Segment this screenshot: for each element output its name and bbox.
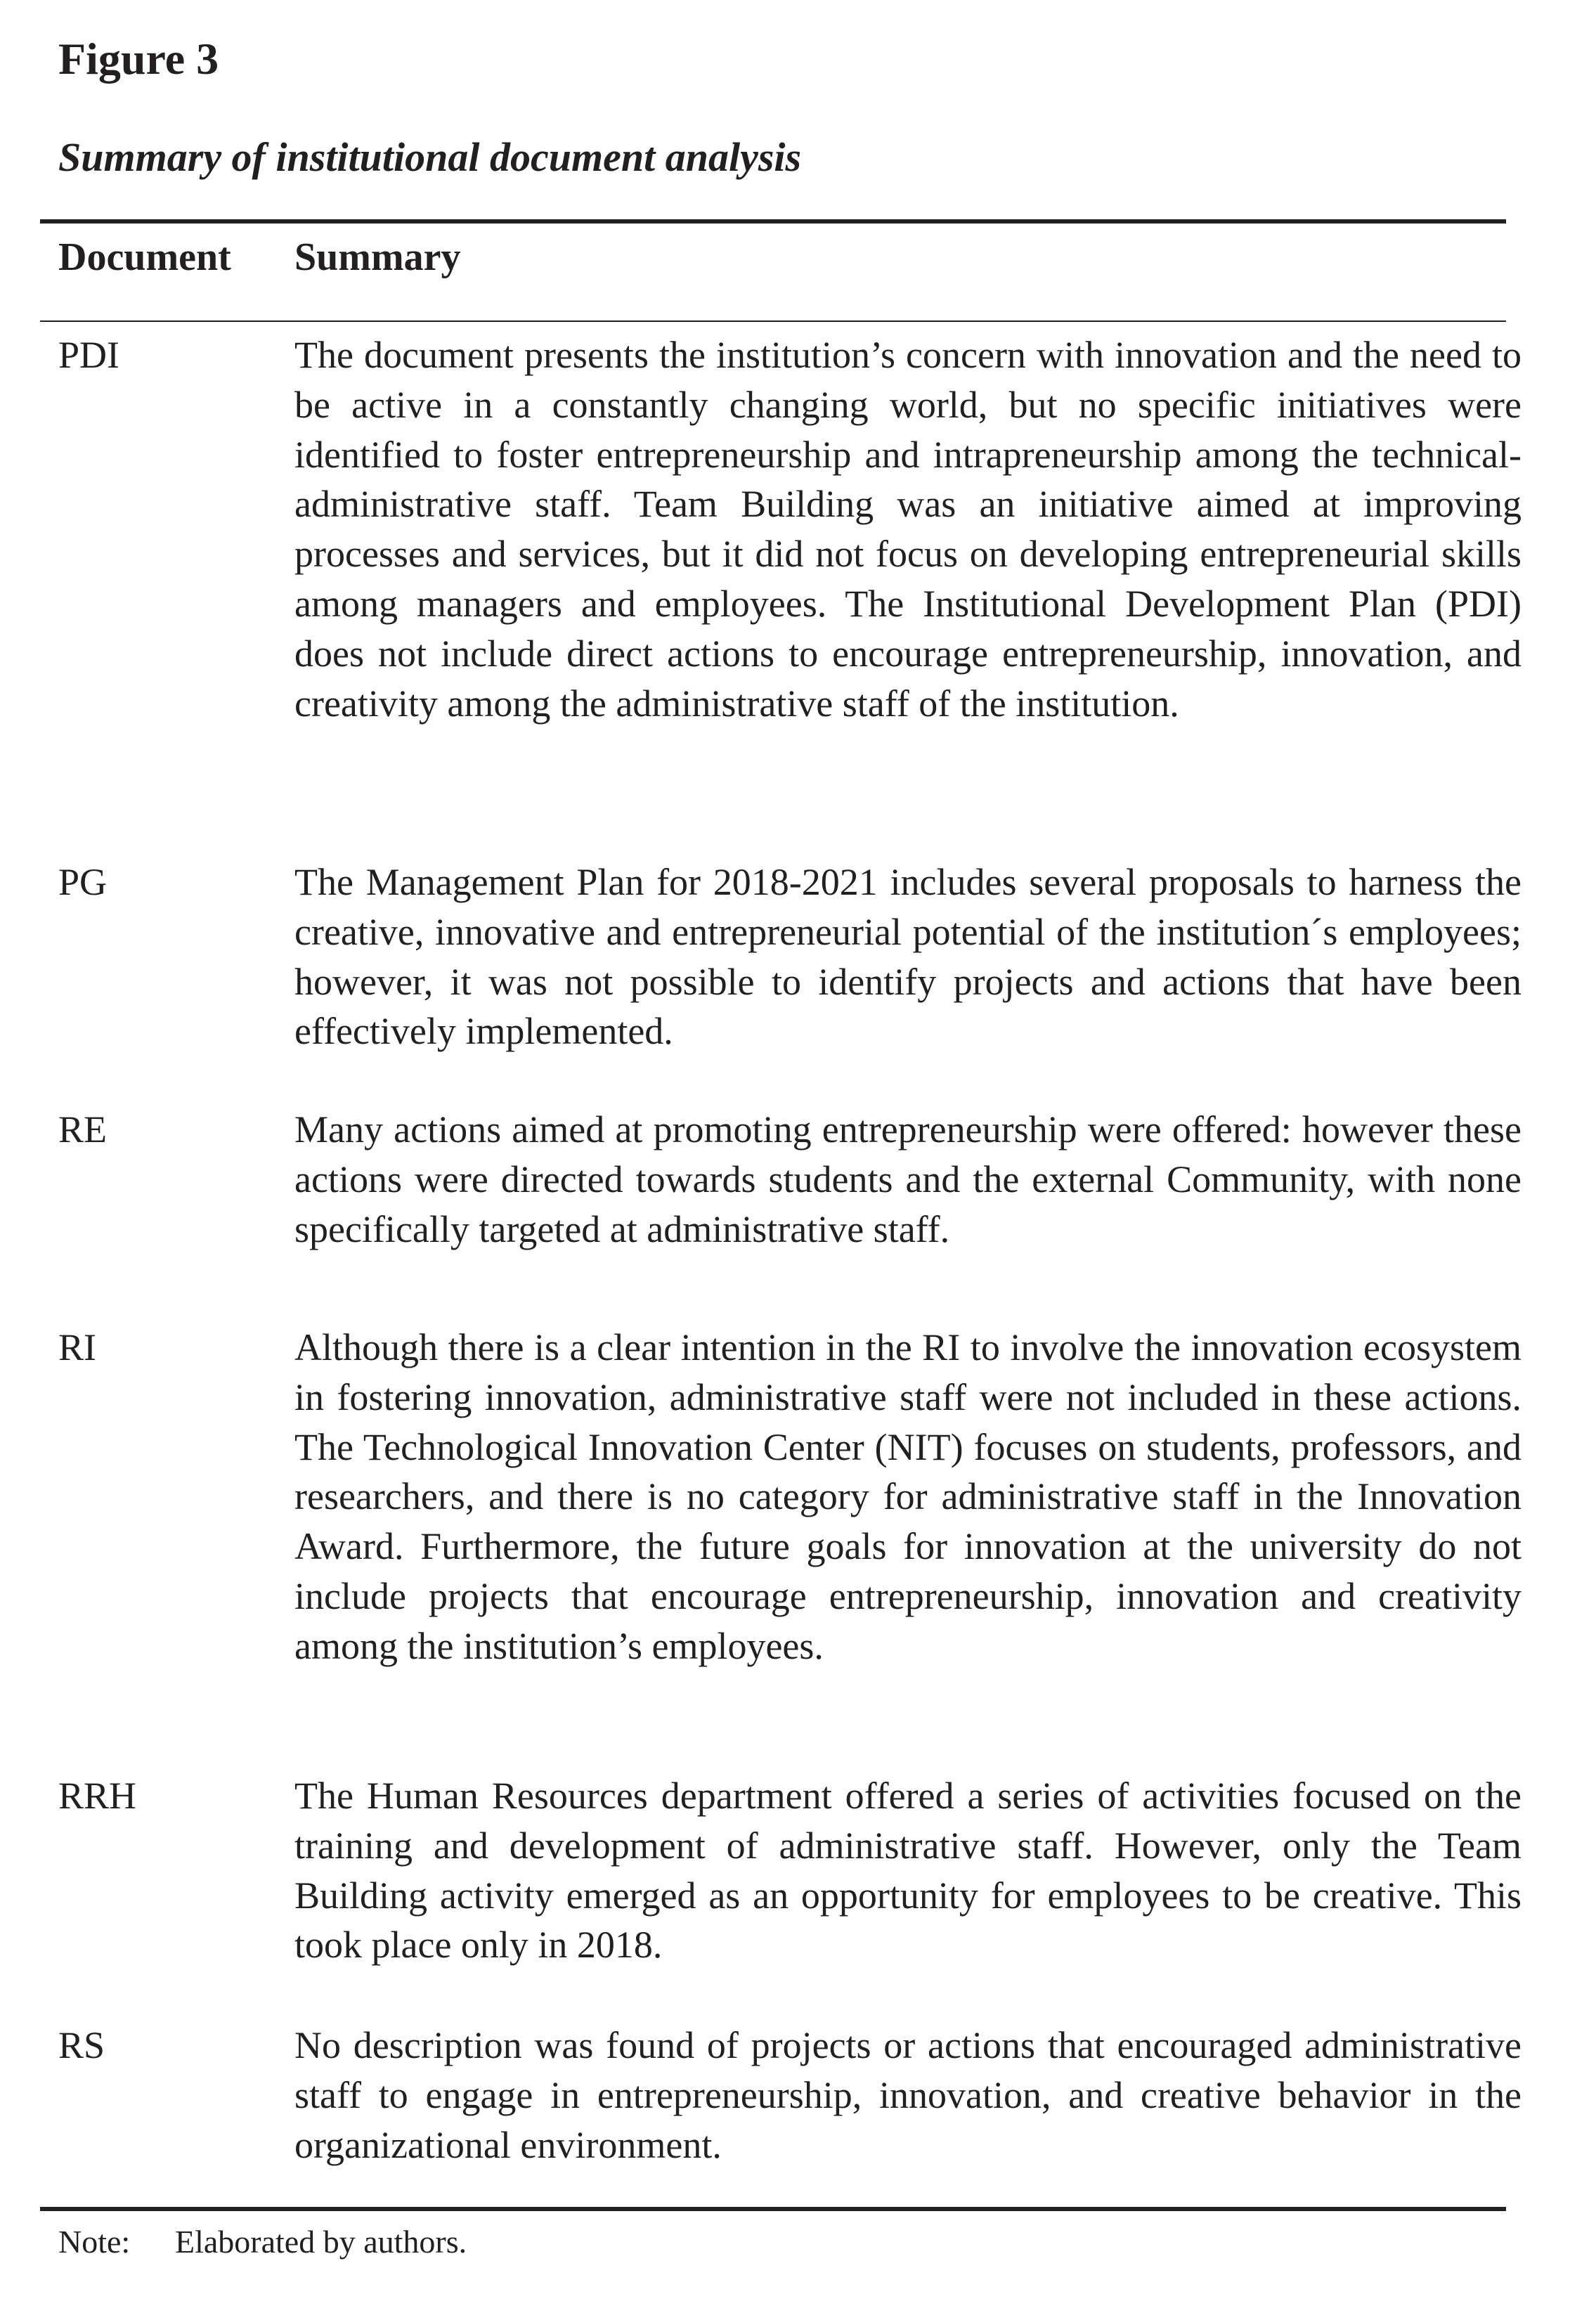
column-header-summary: Summary	[294, 235, 461, 279]
table-bottom-rule	[40, 2207, 1506, 2211]
column-header-document: Document	[58, 235, 231, 279]
document-code: PG	[58, 861, 108, 903]
document-code: RRH	[58, 1775, 137, 1817]
document-code: PDI	[58, 334, 120, 376]
table-header-rule	[40, 320, 1506, 322]
document-code: RS	[58, 2024, 105, 2066]
figure-caption: Summary of institutional document analysis	[58, 134, 802, 180]
document-summary: Although there is a clear intention in the RI to involve the innovation ecosystem in fostering innovation, administrative staff were not included in these actions. The Technological Innovation Center (NIT) focuses on students, professors, and researchers, and there is no category for administrative staff in the Innovation Award. Furthermore, the future goals for innovation at the university do not include projects that encourage entrepreneurship, innovation and creativity among the institution’s employees.	[294, 1326, 1522, 1667]
table-note	[58, 2221, 467, 2263]
table-top-rule	[40, 219, 1506, 223]
document-summary: The document presents the institution’s concern with innovation and the need to be active in a constantly changing world, but no specific initiatives were identified to foster entrepreneurship and intrapreneurship among the technical-administrative staff. Team Building was an initiative aimed at improving processes and services, but it did not focus on developing entrepreneurial skills among managers and employees. The Institutional Development Plan (PDI) does not include direct actions to encourage entrepreneurship, innovation, and creativity among the administrative staff of the institution.	[294, 334, 1522, 725]
document-summary: No description was found of projects or actions that encouraged administrative staff to engage in entrepreneurship, innovation, and creative behavior in the organizational environment.	[294, 2024, 1522, 2166]
document-summary: The Human Resources department offered a series of activities focused on the training and development of administrative staff. However, only the Team Building activity emerged as an opportunity for employees to be creative. This took place only in 2018.	[294, 1775, 1522, 1967]
document-summary: Many actions aimed at promoting entrepreneurship were offered: however these actions were directed towards students and the external Community, with none specifically targeted at administrative staff.	[294, 1108, 1522, 1250]
figure-label: Figure 3	[58, 34, 219, 84]
note-label: Note:	[58, 2224, 131, 2260]
document-code: RI	[58, 1326, 96, 1368]
note-text: Elaborated by authors.	[175, 2224, 467, 2260]
document-code: RE	[58, 1108, 108, 1151]
document-summary: The Management Plan for 2018-2021 includes several proposals to harness the creative, innovative and entrepreneurial potential of the institution´s employees; however, it was not possible to identify projects and actions that have been effectively implemented.	[294, 861, 1522, 1053]
